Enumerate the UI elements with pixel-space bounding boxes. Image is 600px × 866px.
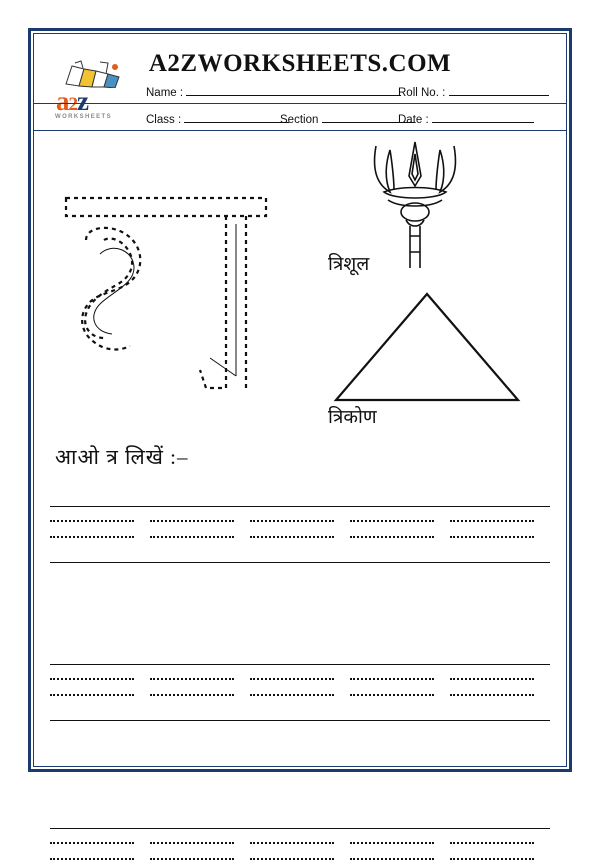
- letter-tracing-outline: [60, 180, 290, 410]
- logo-subtext: WORKSHEETS: [55, 114, 113, 120]
- field-date-blank[interactable]: [432, 110, 534, 123]
- practice-dash-cell[interactable]: [450, 858, 534, 860]
- practice-dash-row[interactable]: [50, 536, 550, 544]
- field-name: [146, 83, 401, 99]
- practice-dash-cell[interactable]: [50, 858, 134, 860]
- field-date: [398, 110, 534, 126]
- practice-top-line: [50, 664, 550, 665]
- site-title: A2ZWORKSHEETS.COM: [148, 50, 452, 77]
- field-roll-no-label: Roll No. :: [398, 87, 446, 99]
- header-divider: [34, 103, 566, 104]
- practice-band: [50, 500, 550, 580]
- field-class-blank[interactable]: [184, 110, 289, 123]
- practice-dash-row[interactable]: [50, 858, 550, 866]
- field-roll-no-blank[interactable]: [449, 83, 549, 96]
- practice-dash-cell[interactable]: [450, 842, 534, 844]
- practice-dash-cell[interactable]: [50, 842, 134, 844]
- field-section-label: Section: [280, 114, 319, 126]
- field-name-label: Name :: [146, 87, 184, 99]
- practice-dash-cell[interactable]: [50, 536, 134, 538]
- practice-band: [50, 580, 550, 666]
- practice-dash-cell[interactable]: [350, 536, 434, 538]
- practice-dash-cell[interactable]: [150, 536, 234, 538]
- books-icon: [62, 60, 124, 88]
- trishul-illustration: [360, 140, 470, 270]
- field-class: [146, 110, 289, 126]
- practice-dash-cell[interactable]: [250, 520, 334, 522]
- practice-dash-cell[interactable]: [450, 536, 534, 538]
- triangle-illustration: [330, 288, 525, 410]
- practice-dash-cell[interactable]: [450, 520, 534, 522]
- practice-area: [50, 500, 550, 752]
- practice-bottom-line: [50, 562, 550, 563]
- practice-top-line: [50, 506, 550, 507]
- practice-dash-cell[interactable]: [350, 858, 434, 860]
- field-class-label: Class :: [146, 114, 182, 126]
- practice-dash-cell[interactable]: [350, 842, 434, 844]
- field-name-blank[interactable]: [186, 83, 401, 96]
- field-date-label: Date :: [398, 114, 429, 126]
- trikon-label: त्रिकोण: [328, 407, 377, 428]
- a2z-logo: [48, 58, 138, 130]
- instruction-text: आओ त्र लिखें :–: [55, 445, 189, 469]
- logo-wordmark: a2z: [56, 86, 88, 116]
- practice-dash-cell[interactable]: [150, 520, 234, 522]
- practice-dash-cell[interactable]: [150, 858, 234, 860]
- practice-dash-cell[interactable]: [250, 842, 334, 844]
- field-section: [280, 110, 414, 126]
- practice-dash-row[interactable]: [50, 520, 550, 528]
- practice-dash-cell[interactable]: [350, 520, 434, 522]
- practice-dash-cell[interactable]: [50, 520, 134, 522]
- practice-dash-cell[interactable]: [250, 858, 334, 860]
- practice-dash-cell[interactable]: [150, 842, 234, 844]
- practice-dash-row[interactable]: [50, 842, 550, 850]
- trishul-label: त्रिशूल: [328, 254, 370, 275]
- field-roll-no: [398, 83, 549, 99]
- practice-band: [50, 666, 550, 752]
- practice-dash-cell[interactable]: [250, 536, 334, 538]
- header-bottom-divider: [34, 130, 566, 131]
- practice-top-line: [50, 828, 550, 829]
